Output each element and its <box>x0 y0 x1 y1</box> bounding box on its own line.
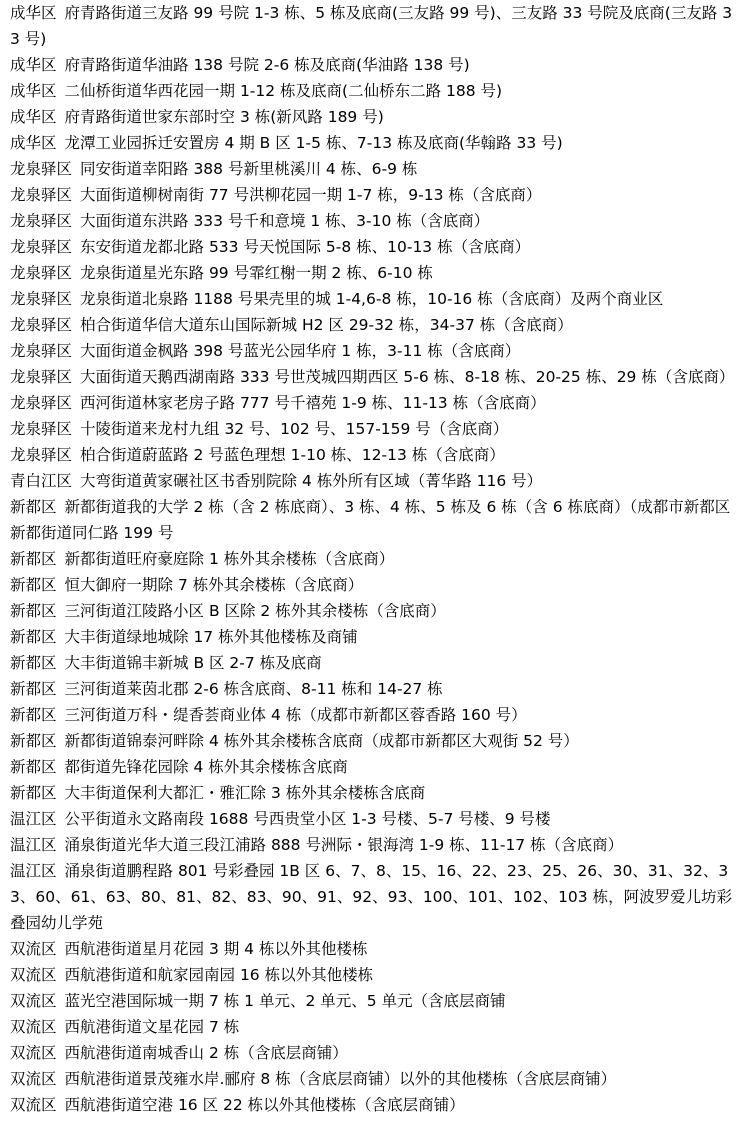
address-text: 恒大御府一期除 7 栋外其余楼栋（含底商） <box>64 576 364 594</box>
address-text: 新都街道锦泰河畔除 4 栋外其余楼栋含底商（成都市新都区大观街 52 号） <box>64 732 579 750</box>
address-text: 三河街道万科・缇香荟商业体 4 栋（成都市新都区蓉香路 160 号） <box>64 706 527 724</box>
district-name: 成华区 <box>10 134 57 152</box>
district-name: 成华区 <box>10 82 57 100</box>
address-text: 大丰街道锦丰新城 B 区 2-7 栋及底商 <box>64 654 322 672</box>
district-name: 温江区 <box>10 810 57 828</box>
district-name: 新都区 <box>10 628 57 646</box>
district-name: 新都区 <box>10 680 57 698</box>
address-text: 蓝光空港国际城一期 7 栋 1 单元、2 单元、5 单元（含底层商铺 <box>64 992 506 1010</box>
list-item <box>10 156 737 182</box>
address-text: 涌泉街道鹏程路 801 号彩叠园 1B 区 6、7、8、15、16、22、23、25、26、30、31、32、33、60、61、63、80、81、82、83、90、91、92、93、100、101、102、103 栋，阿波罗爱儿坊彩叠园幼儿学苑 <box>10 862 733 932</box>
address-text: 西航港街道空港 16 区 22 栋以外其他楼栋（含底层商铺） <box>64 1096 465 1114</box>
district-name: 双流区 <box>10 966 57 984</box>
list-item <box>10 182 737 208</box>
list-item <box>10 858 737 936</box>
list-item <box>10 442 737 468</box>
district-name: 新都区 <box>10 654 57 672</box>
list-item <box>10 364 737 390</box>
district-name: 新都区 <box>10 498 57 516</box>
district-name: 双流区 <box>10 1018 57 1036</box>
list-item <box>10 0 737 52</box>
district-name: 龙泉驿区 <box>10 342 73 360</box>
list-item <box>10 130 737 156</box>
address-text: 大面街道金枫路 398 号蓝光公园华府 1 栋，3-11 栋（含底商） <box>80 342 521 360</box>
list-item <box>10 546 737 572</box>
district-name: 新都区 <box>10 576 57 594</box>
list-item <box>10 702 737 728</box>
address-text: 大弯街道黄家碾社区书香别院除 4 栋外所有区域（菁华路 116 号） <box>80 472 543 490</box>
list-item <box>10 78 737 104</box>
address-text: 大面街道天鹅西湖南路 333 号世茂城四期西区 5-6 栋、8-18 栋、20-25 栋、29 栋（含底商） <box>80 368 735 386</box>
district-name: 温江区 <box>10 862 57 880</box>
address-text: 新都街道旺府豪庭除 1 栋外其余楼栋（含底商） <box>64 550 395 568</box>
address-text: 龙泉街道星光东路 99 号霏红榭一期 2 栋、6-10 栋 <box>80 264 433 282</box>
list-item <box>10 234 737 260</box>
address-text: 西河街道林家老房子路 777 号千禧苑 1-9 栋、11-13 栋（含底商） <box>80 394 546 412</box>
address-text: 新都街道我的大学 2 栋（含 2 栋底商）、3 栋、4 栋、5 栋及 6 栋（含 6 栋底商）（成都市新都区新都街道同仁路 199 号 <box>10 498 731 542</box>
district-name: 龙泉驿区 <box>10 290 73 308</box>
address-text: 大丰街道保利大都汇・雅汇除 3 栋外其余楼栋含底商 <box>64 784 426 802</box>
list-item <box>10 312 737 338</box>
district-name: 双流区 <box>10 1096 57 1114</box>
district-name: 龙泉驿区 <box>10 446 73 464</box>
district-name: 龙泉驿区 <box>10 238 73 256</box>
district-name: 新都区 <box>10 706 57 724</box>
list-item <box>10 650 737 676</box>
address-text: 龙潭工业园拆迁安置房 4 期 B 区 1-5 栋、7-13 栋及底商(华翰路 33 号) <box>64 134 563 152</box>
district-name: 青白江区 <box>10 472 73 490</box>
list-item <box>10 416 737 442</box>
district-name: 温江区 <box>10 836 57 854</box>
address-text: 二仙桥街道华西花园一期 1-12 栋及底商(二仙桥东二路 188 号) <box>64 82 503 100</box>
list-item <box>10 390 737 416</box>
address-text: 三河街道江陵路小区 B 区除 2 栋外其余楼栋（含底商） <box>64 602 446 620</box>
district-name: 双流区 <box>10 940 57 958</box>
list-item <box>10 1014 737 1040</box>
list-item <box>10 988 737 1014</box>
district-name: 新都区 <box>10 732 57 750</box>
list-item <box>10 780 737 806</box>
district-name: 龙泉驿区 <box>10 186 73 204</box>
address-text: 西航港街道南城香山 2 栋（含底层商铺） <box>64 1044 348 1062</box>
list-item <box>10 806 737 832</box>
list-item <box>10 754 737 780</box>
address-text: 西航港街道景茂雍水岸.郦府 8 栋（含底层商铺）以外的其他楼栋（含底层商铺） <box>64 1070 617 1088</box>
list-item <box>10 208 737 234</box>
district-name: 龙泉驿区 <box>10 394 73 412</box>
list-item <box>10 572 737 598</box>
address-text: 都街道先锋花园除 4 栋外其余楼栋含底商 <box>64 758 348 776</box>
list-item <box>10 104 737 130</box>
address-text: 柏合街道华信大道东山国际新城 H2 区 29-32 栋，34-37 栋（含底商） <box>80 316 573 334</box>
district-name: 新都区 <box>10 602 57 620</box>
list-item <box>10 52 737 78</box>
list-item <box>10 468 737 494</box>
district-name: 龙泉驿区 <box>10 160 73 178</box>
address-text: 柏合街道蔚蓝路 2 号蓝色理想 1-10 栋、12-13 栋（含底商） <box>80 446 505 464</box>
district-name: 龙泉驿区 <box>10 212 73 230</box>
address-text: 同安街道幸阳路 388 号新里桃溪川 4 栋、6-9 栋 <box>80 160 418 178</box>
list-item <box>10 962 737 988</box>
list-item <box>10 728 737 754</box>
document-body <box>10 0 737 1118</box>
list-item <box>10 832 737 858</box>
district-name: 成华区 <box>10 4 57 22</box>
address-text: 大面街道东洪路 333 号千和意境 1 栋、3-10 栋（含底商） <box>80 212 490 230</box>
address-text: 西航港街道文星花园 7 栋 <box>64 1018 240 1036</box>
address-text: 公平街道永文路南段 1688 号西贵堂小区 1-3 号楼、5-7 号楼、9 号楼 <box>64 810 551 828</box>
address-text: 三河街道莱茵北郡 2-6 栋含底商、8-11 栋和 14-27 栋 <box>64 680 443 698</box>
list-item <box>10 598 737 624</box>
list-item <box>10 676 737 702</box>
district-name: 双流区 <box>10 1044 57 1062</box>
district-name: 新都区 <box>10 550 57 568</box>
address-text: 大面街道柳树南街 77 号洪柳花园一期 1-7 栋，9-13 栋（含底商） <box>80 186 542 204</box>
address-text: 府青路街道华油路 138 号院 2-6 栋及底商(华油路 138 号) <box>64 56 470 74</box>
district-name: 龙泉驿区 <box>10 420 73 438</box>
list-item <box>10 286 737 312</box>
district-name: 新都区 <box>10 784 57 802</box>
district-name: 新都区 <box>10 758 57 776</box>
district-name: 双流区 <box>10 992 57 1010</box>
district-name: 成华区 <box>10 108 57 126</box>
address-text: 东安街道龙都北路 533 号天悦国际 5-8 栋、10-13 栋（含底商） <box>80 238 531 256</box>
list-item <box>10 936 737 962</box>
address-text: 府青路街道世家东部时空 3 栋(新风路 189 号) <box>64 108 384 126</box>
address-text: 大丰街道绿地城除 17 栋外其他楼栋及商铺 <box>64 628 358 646</box>
address-text: 龙泉街道北泉路 1188 号果壳里的城 1-4,6-8 栋，10-16 栋（含底商）及两个商业区 <box>80 290 664 308</box>
address-text: 西航港街道和航家园南园 16 栋以外其他楼栋 <box>64 966 374 984</box>
district-name: 双流区 <box>10 1070 57 1088</box>
list-item <box>10 624 737 650</box>
district-name: 龙泉驿区 <box>10 368 73 386</box>
district-name: 龙泉驿区 <box>10 264 73 282</box>
address-text: 涌泉街道光华大道三段江浦路 888 号洲际・银海湾 1-9 栋、11-17 栋（含底商） <box>64 836 624 854</box>
address-text: 府青路街道三友路 99 号院 1-3 栋、5 栋及底商(三友路 99 号)、三友路 33 号院及底商(三友路 33 号) <box>10 4 733 48</box>
list-item <box>10 494 737 546</box>
list-item <box>10 1066 737 1092</box>
list-item <box>10 338 737 364</box>
district-name: 龙泉驿区 <box>10 316 73 334</box>
list-item <box>10 1040 737 1066</box>
list-item <box>10 1092 737 1118</box>
district-name: 成华区 <box>10 56 57 74</box>
address-text: 十陵街道来龙村九组 32 号、102 号、157-159 号（含底商） <box>80 420 509 438</box>
list-item <box>10 260 737 286</box>
address-text: 西航港街道星月花园 3 期 4 栋以外其他楼栋 <box>64 940 368 958</box>
